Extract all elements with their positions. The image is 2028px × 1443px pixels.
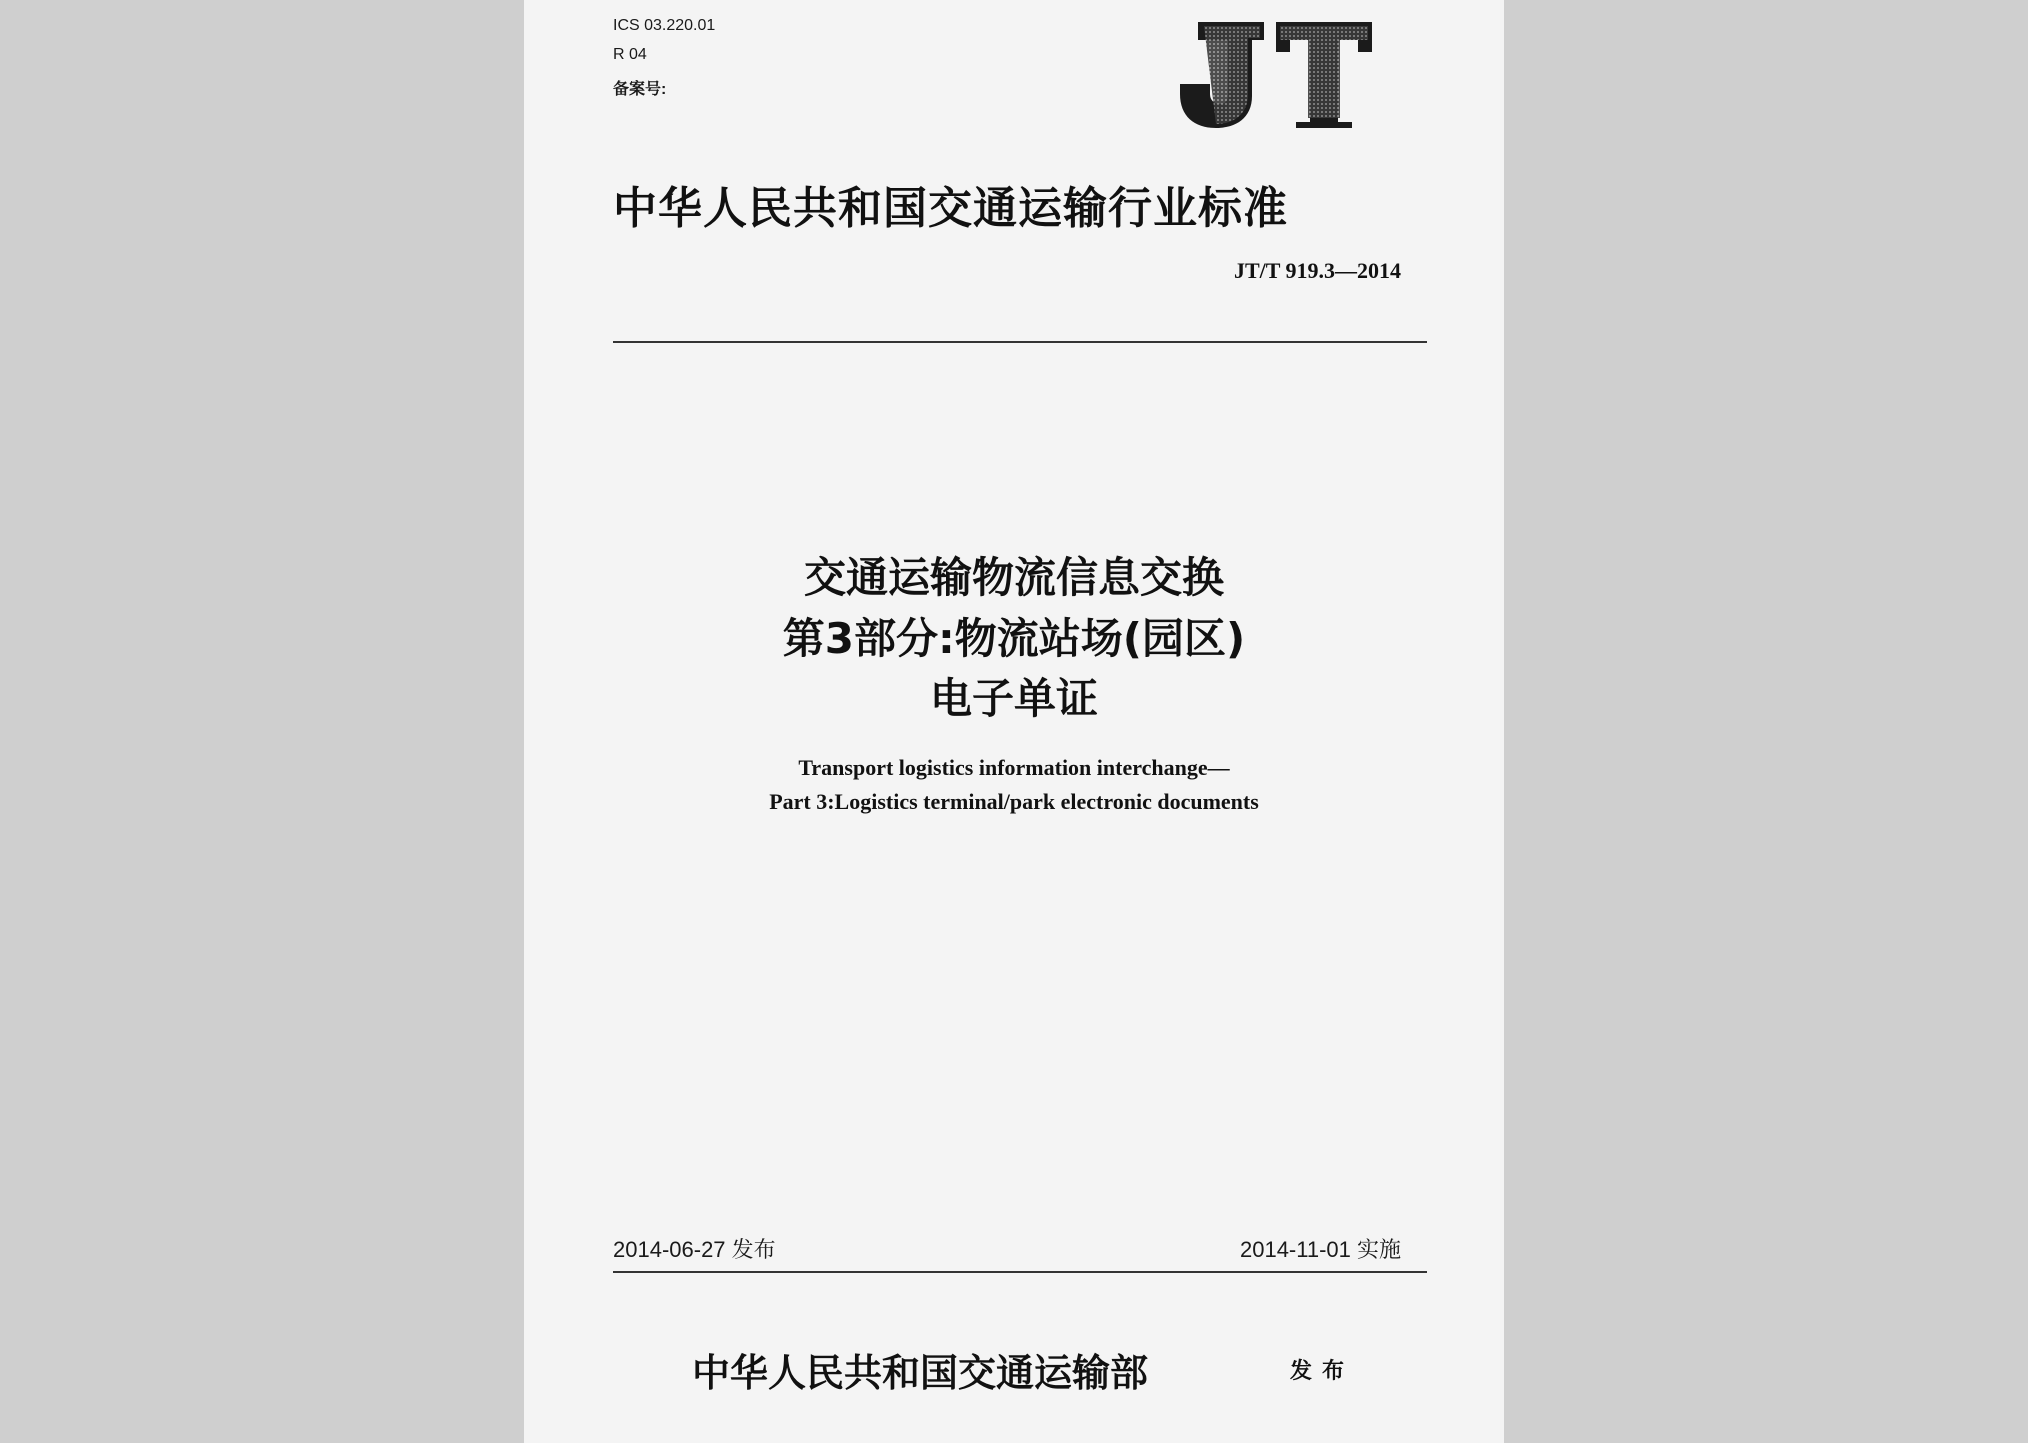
implementation-date: 2014-11-01 实施 [1239,1237,1401,1262]
chinese-title-line-2: 第3部分:物流站场(园区) [782,614,1246,663]
chinese-title-line-3: 电子单证 [929,674,1098,723]
document-page [524,0,1504,1443]
classification-code: R 04 [613,46,647,63]
chinese-title-line-1: 交通运输物流信息交换 [803,553,1224,602]
top-divider [613,341,1427,343]
ics-code: ICS 03.220.01 [613,17,716,34]
standard-code: JT/T 919.3—2014 [1233,258,1401,283]
english-title-line-2: Part 3:Logistics terminal/park electronic documents [769,789,1259,814]
publisher-name: 中华人民共和国交通运输部 [692,1351,1149,1395]
filing-number-label: 备案号: [613,81,667,98]
issue-date: 2014-06-27 发布 [613,1237,776,1262]
bottom-divider [613,1271,1427,1273]
english-title-line-1: Transport logistics information interchange— [798,755,1230,780]
industry-standard-heading: 中华人民共和国交通运输行业标准 [613,183,1288,234]
jt-logo [1176,18,1376,130]
publish-label: 发布 [1290,1359,1355,1384]
